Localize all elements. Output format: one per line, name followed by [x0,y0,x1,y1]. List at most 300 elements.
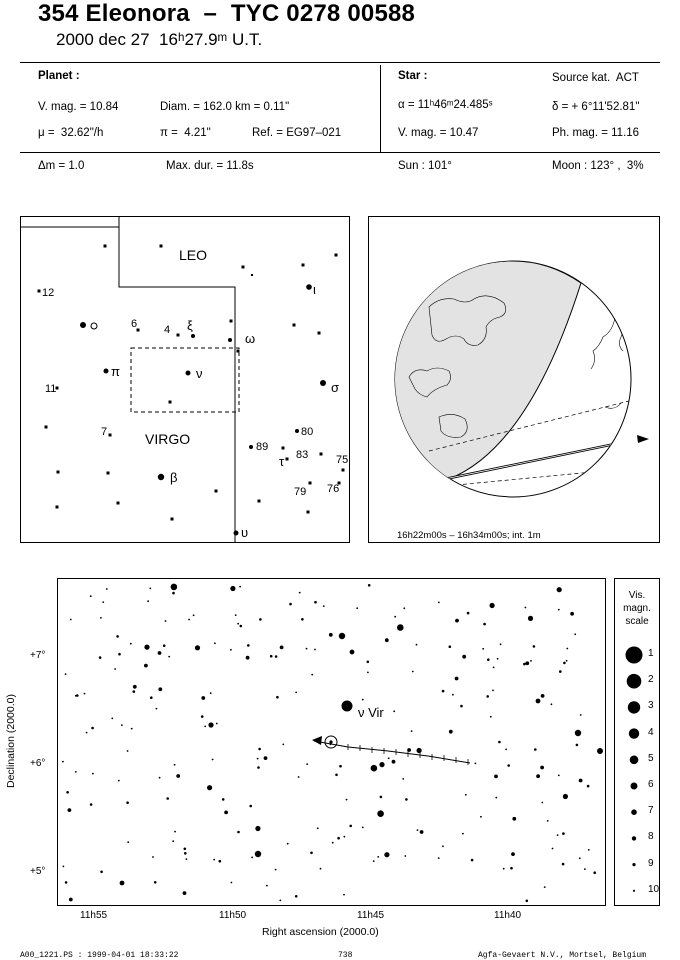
field-star [320,868,322,870]
finder-label: 12 [42,287,55,299]
field-star [76,694,79,697]
delta-mag: Δm = 1.0 [38,160,85,172]
field-star [420,830,424,834]
field-star [500,643,502,645]
field-star [487,658,490,661]
mag-scale-value: 7 [648,805,654,817]
field-star [171,584,178,591]
field-star [471,859,474,862]
field-star [449,730,453,734]
field-star [289,603,292,606]
finder-label: 4 [164,324,171,336]
mag-scale-value: 10 [648,883,660,895]
field-star [275,655,278,658]
field-star [442,690,445,693]
field-star [403,607,405,609]
field-star [552,848,554,850]
constellation-leo: LEO [179,247,208,263]
field-star [558,609,560,611]
field-star [505,749,507,751]
field-star [362,699,364,701]
finder-star [320,380,326,386]
field-star [528,616,533,621]
star-chart [57,578,606,906]
finder-label: σ [331,380,340,395]
table-top-rule [20,62,660,63]
field-star [405,798,408,801]
finder-label: 83 [296,449,309,461]
field-star [127,841,129,843]
field-star [310,852,313,855]
field-star [417,829,419,831]
field-star [237,623,239,625]
field-star [201,715,204,718]
field-star [212,759,214,761]
field-star [314,601,317,604]
field-star [66,791,69,794]
field-star [84,693,86,695]
field-star [176,774,180,778]
field-star [116,635,119,638]
finder-star [45,426,48,429]
field-star [368,584,371,587]
field-star [339,765,342,768]
field-star [86,732,88,734]
field-star [547,820,549,822]
field-star [255,826,260,831]
field-star [239,586,241,588]
field-star [344,836,346,838]
mag-scale-dot [626,647,643,664]
mag-scale-dot [631,783,638,790]
field-star [62,761,64,763]
finder-label: τ [279,454,285,469]
field-star [350,650,355,655]
globe-caption: 16h22m00s – 16h34m00s; int. 1m [397,530,541,541]
field-star [168,656,170,658]
field-star [149,588,151,590]
field-star [492,690,494,692]
field-star [455,677,459,681]
field-star [90,595,92,597]
y-axis-label: Declination (2000.0) [5,694,17,788]
planet-vmag: V. mag. = 10.84 [38,101,119,113]
field-star [475,763,477,765]
field-star [512,817,516,821]
field-star [106,588,108,590]
star-alpha: α = 11ʰ46ᵐ24.485ˢ [398,99,493,111]
mag-scale-dot [630,756,639,765]
mag-scale-dot [628,701,640,713]
field-star [388,757,390,759]
finder-star [249,445,253,449]
field-star [126,801,129,804]
star-heading: Star : [398,70,428,82]
planet-diam: Diam. = 162.0 km = 0.11" [160,101,290,113]
field-star [377,810,384,817]
field-star [237,831,240,834]
field-star [118,653,121,656]
finder-label: β [170,470,178,485]
field-star [356,607,358,609]
field-star [314,649,316,651]
star-chart-svg [58,579,605,905]
field-star [495,797,497,799]
field-star [465,794,467,796]
field-star [158,687,162,691]
table-mid-rule [20,152,660,153]
moon-info: Moon : 123° , 3% [552,160,644,172]
finder-star [306,284,312,290]
field-star [91,727,94,730]
finder-label: 6 [131,318,138,330]
finder-label: π [111,364,120,379]
planet-ref: Ref. = EG97–021 [252,127,342,139]
field-star [480,816,482,818]
field-star [208,722,213,727]
mag-scale-svg [615,579,659,905]
field-star [397,624,404,631]
field-star [367,672,369,674]
x-tick-1150: 11h50 [219,910,247,921]
field-star [275,869,277,871]
path-arrow-head [312,736,322,745]
field-star [317,827,319,829]
finder-star [309,482,312,485]
x-tick-1145: 11h45 [357,910,385,921]
table-divider [380,65,381,152]
finder-star [215,490,218,493]
finder-star [258,500,261,503]
field-star [367,661,370,664]
field-star [90,803,93,806]
field-star [92,773,94,775]
field-star [195,645,200,650]
field-star [541,802,543,804]
field-star [270,655,273,658]
field-star [335,774,338,777]
finder-star [104,369,109,374]
field-star [264,756,268,760]
mag-scale-dot [632,836,636,840]
field-star [266,885,268,887]
field-star [562,863,565,866]
field-star [575,730,581,736]
field-star [251,857,253,859]
finder-star [158,474,164,480]
field-star [133,685,137,689]
field-star [152,856,154,858]
field-star [497,658,499,660]
field-star [544,886,546,888]
field-star [593,871,596,874]
finder-star [293,324,296,327]
field-star [184,852,187,855]
field-star [154,881,157,884]
field-star [224,811,228,815]
field-star [183,891,187,895]
field-star [530,660,532,662]
globe-svg [369,217,659,542]
field-star [566,648,568,650]
field-star [438,602,440,604]
star-phmag: Ph. mag. = 11.16 [552,127,640,139]
finder-star [57,471,60,474]
field-star [417,748,422,753]
finder-star [320,453,323,456]
finder-star [335,254,338,257]
mag-scale-dot [632,863,635,866]
field-star [193,614,195,616]
star-source: Source kat. ACT [552,72,639,84]
x-tick-1155: 11h55 [80,910,108,921]
field-star [534,748,537,751]
mag-scale-value: 1 [648,648,654,659]
field-star [343,894,345,896]
mag-scale-value: 5 [648,752,654,764]
field-star [144,645,149,650]
field-star [559,670,562,673]
field-star [130,643,132,645]
mag-scale-value: 4 [648,726,654,738]
field-star [588,849,590,851]
field-star [111,718,113,720]
max-duration: Max. dur. = 11.8s [166,160,254,172]
finder-label: 7 [101,426,108,438]
field-star [394,616,396,618]
field-star [144,664,148,668]
field-star [337,837,340,840]
field-star [557,834,559,836]
field-star [416,644,418,646]
field-star [247,644,250,647]
finder-star [91,323,97,329]
field-star [551,703,553,705]
star-vmag: V. mag. = 10.47 [398,127,479,139]
field-star [536,774,540,778]
field-star [574,633,576,635]
path-arrow-head [637,435,649,443]
mag-scale-dot [629,728,639,738]
finder-chart [20,216,350,543]
field-star [120,881,125,886]
field-star [70,619,72,621]
field-star [557,587,562,592]
field-star [579,779,583,783]
field-star [165,620,167,622]
finder-star [234,531,239,536]
field-star [204,726,206,728]
field-star [99,656,102,659]
field-star [482,648,484,650]
finder-star [286,458,289,461]
mag-scale-value: 8 [648,831,654,843]
field-star [131,728,133,730]
field-star [525,607,527,609]
field-star [576,744,579,747]
field-star [249,805,252,808]
field-star [255,851,261,857]
field-star [490,716,492,718]
field-star [562,832,565,835]
event-date: 2000 dec 27 16ʰ27.9ᵐ U.T. [56,30,263,49]
field-star [184,848,187,851]
field-star [329,633,333,637]
footer-center: 738 [338,951,353,960]
finder-label: 76 [327,483,340,495]
finder-chart-svg [21,217,349,542]
field-star [570,612,574,616]
finder-star [38,290,41,293]
field-star [65,881,68,884]
field-star [279,900,281,902]
field-star [246,656,250,660]
finder-star [104,245,107,248]
field-star [298,776,300,778]
field-star [299,592,301,594]
finder-star [186,371,191,376]
field-star [510,867,513,870]
field-star [540,766,544,770]
finder-star [177,334,180,337]
x-axis-label: Right ascension (2000.0) [262,926,379,938]
field-star [511,852,515,856]
nu-vir-star [342,701,353,712]
field-star [213,859,215,861]
finder-label: 89 [256,441,269,453]
field-star [379,762,384,767]
asteroid-path [314,741,470,763]
field-star [301,618,304,621]
finder-star [80,322,86,328]
field-star [63,866,65,868]
finder-star [228,338,232,342]
field-star [174,764,176,766]
field-star [214,642,216,644]
planet-parallax: π = 4.21" [160,127,211,139]
finder-star [251,274,253,276]
field-star [380,796,383,799]
field-star [449,645,452,648]
field-star [172,592,175,595]
field-star [219,860,222,863]
x-tick-1140: 11h40 [494,910,522,921]
field-star [460,705,463,708]
field-star [231,882,233,884]
finder-star [307,511,310,514]
field-star [69,898,73,902]
field-star [156,708,158,710]
field-star [65,673,67,675]
field-star [404,855,406,857]
field-star [467,612,470,615]
field-star [159,777,161,779]
field-star [100,617,102,619]
field-star [563,662,566,665]
field-star [526,900,529,903]
field-star [346,799,348,801]
field-star [438,857,440,859]
planet-heading: Planet : [38,70,80,82]
field-star [306,648,308,650]
finder-star [295,429,299,433]
field-star [174,831,176,833]
field-star [455,619,459,623]
mag-scale-value: 3 [648,700,654,712]
field-star [490,603,495,608]
finder-star [160,245,163,248]
field-star [507,764,510,767]
field-star [332,842,334,844]
field-star [362,827,364,829]
field-stars [62,584,603,903]
field-star [402,778,404,780]
mag-scale-dot [631,809,637,815]
finder-star [171,518,174,521]
finder-label: ξ [187,318,193,333]
field-star [127,750,129,752]
mag-scale-dot [633,890,635,892]
field-star [483,623,486,626]
finder-star [318,332,321,335]
field-star [172,840,174,842]
field-star [442,845,444,847]
occultation-star [329,740,332,743]
finder-label: ι [313,282,316,297]
field-star [339,633,345,639]
field-star [584,868,586,870]
field-star [186,858,188,860]
field-star [311,674,313,676]
field-star [75,771,77,773]
footer-right: Agfa-Gevaert N.V., Mortsel, Belgium [478,951,647,960]
mag-scale-title: Vis. magn. scale [623,590,651,627]
field-star [498,741,501,744]
field-star [384,852,389,857]
field-star [558,775,560,777]
field-star [295,895,298,898]
finder-star [169,401,172,404]
field-star [486,695,489,698]
field-star [166,797,169,800]
field-star [280,646,284,650]
finder-label: υ [241,525,249,540]
field-star [287,843,289,845]
field-star [230,649,232,651]
field-star [393,710,395,712]
field-star [257,766,260,769]
field-star [276,696,279,699]
field-rectangle [131,348,239,412]
field-star [216,723,218,725]
field-star [121,724,123,726]
field-star [563,794,568,799]
field-star [295,692,297,694]
field-star [235,614,237,616]
field-star [462,655,466,659]
field-star [100,871,103,874]
field-star [566,660,568,662]
finder-star [109,434,112,437]
finder-star [342,469,345,472]
field-star [392,760,396,764]
field-star [536,699,541,704]
field-star [201,696,205,700]
field-star [118,780,120,782]
footer-left: A00_1221.PS : 1999-04-01 18:33:22 [20,951,179,960]
field-star [259,618,262,621]
constellation-virgo: VIRGO [145,431,191,447]
